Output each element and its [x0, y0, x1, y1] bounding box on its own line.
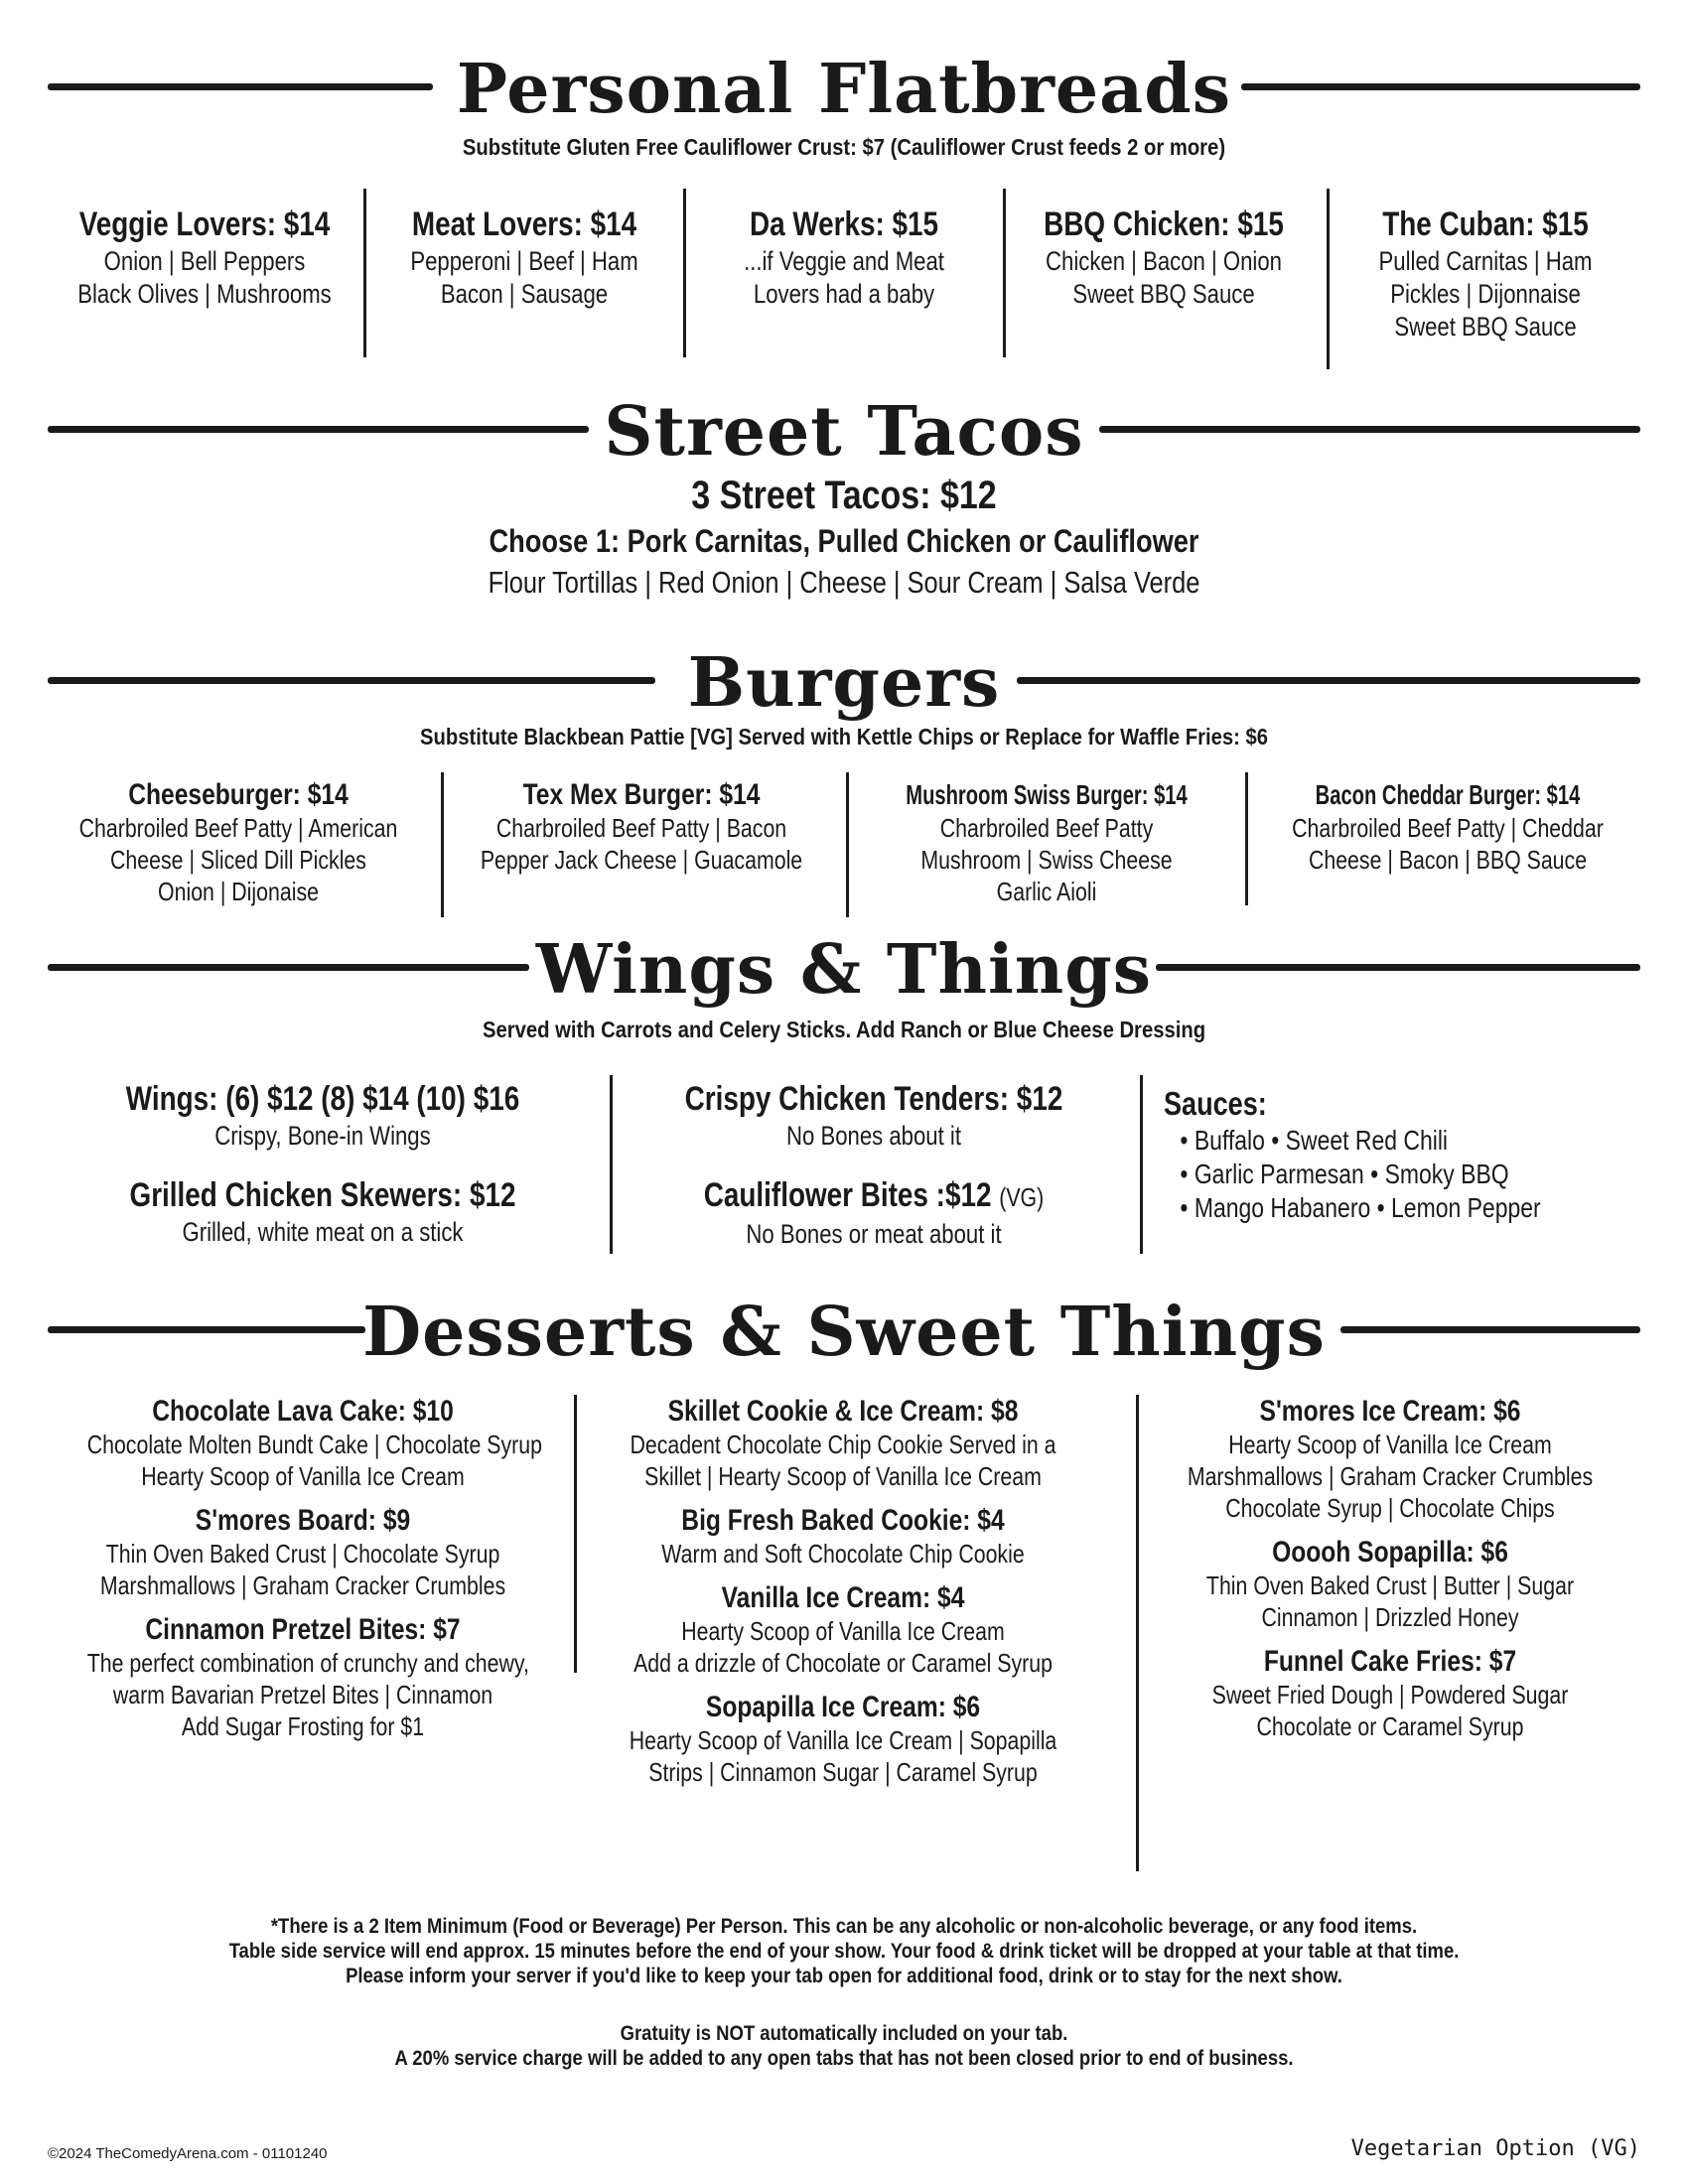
- sauce-row: • Mango Habanero • Lemon Pepper: [1180, 1192, 1541, 1223]
- item-desc: Chocolate Syrup | Chocolate Chips: [1225, 1493, 1555, 1523]
- item-title: Bacon Cheddar Burger: $14: [1315, 779, 1581, 810]
- tacos-choose: Choose 1: Pork Carnitas, Pulled Chicken or Cauliflower: [489, 523, 1199, 559]
- item-desc: Hearty Scoop of Vanilla Ice Cream: [141, 1461, 465, 1491]
- item-desc: Charbroiled Beef Patty | American: [78, 813, 398, 843]
- column-divider: [363, 189, 366, 357]
- column-divider: [610, 1075, 613, 1254]
- item-title: Grilled Chicken Skewers: $12: [129, 1176, 516, 1214]
- vegetarian-legend: Vegetarian Option (VG): [1350, 2136, 1640, 2161]
- item-desc: Lovers had a baby: [753, 279, 935, 309]
- column-divider: [574, 1395, 577, 1673]
- item-desc: Sweet BBQ Sauce: [1072, 279, 1255, 309]
- item-title: Veggie Lovers: $14: [78, 205, 331, 243]
- item-title-text: Cauliflower Bites :$12: [703, 1176, 992, 1214]
- item-title: The Cuban: $15: [1382, 205, 1589, 243]
- sauce-row: • Garlic Parmesan • Smoky BBQ: [1180, 1159, 1509, 1189]
- wings-column: [40, 1078, 606, 1249]
- item-desc: Charbroiled Beef Patty | Cheddar: [1292, 813, 1604, 843]
- item-title: Meat Lovers: $14: [411, 205, 637, 243]
- item-title: Tex Mex Burger: $14: [522, 778, 761, 811]
- item-desc: Pepper Jack Cheese | Guacamole: [480, 845, 803, 875]
- section-title: Wings & Things: [535, 930, 1153, 1010]
- item-desc: Cheese | Sliced Dill Pickles: [110, 845, 366, 875]
- item-title: Funnel Cake Fries: $7: [1263, 1645, 1517, 1678]
- column-divider: [1140, 1075, 1143, 1254]
- item-title: Crispy Chicken Tenders: $12: [684, 1080, 1063, 1118]
- wings-subtitle: Served with Carrots and Celery Sticks. Add Ranch or Blue Cheese Dressing: [482, 1017, 1206, 1042]
- item-desc: Chicken | Bacon | Onion: [1046, 246, 1282, 276]
- item-title: S'mores Board: $9: [195, 1504, 411, 1537]
- gratuity-note: Gratuity is NOT automatically included on your tab.: [620, 2022, 1068, 2045]
- item-desc: Charbroiled Beef Patty: [939, 813, 1154, 843]
- item-desc: Chocolate or Caramel Syrup: [1256, 1711, 1524, 1741]
- item-desc: ...if Veggie and Meat: [744, 246, 944, 276]
- item-desc: Add Sugar Frosting for $1: [181, 1711, 425, 1741]
- desserts-column: [40, 1395, 566, 1742]
- section-title: Street Tacos: [604, 392, 1084, 472]
- tacos-price: 3 Street Tacos: $12: [691, 474, 997, 517]
- menu-item: [687, 204, 1001, 311]
- item-desc: Thin Oven Baked Crust | Butter | Sugar: [1205, 1570, 1575, 1600]
- vg-tag: (VG): [999, 1182, 1045, 1212]
- item-desc: Cheese | Bacon | BBQ Sauce: [1308, 845, 1588, 875]
- copyright: ©2024 TheComedyArena.com - 01101240: [48, 2145, 328, 2162]
- column-divider: [1327, 189, 1330, 369]
- item-title: Cinnamon Pretzel Bites: $7: [145, 1613, 461, 1646]
- item-desc: Pulled Carnitas | Ham: [1378, 246, 1593, 276]
- menu-item: [40, 778, 437, 907]
- item-title: Skillet Cookie & Ice Cream: $8: [667, 1395, 1019, 1428]
- item-desc: Marshmallows | Graham Cracker Crumbles: [1187, 1461, 1594, 1491]
- column-divider: [441, 772, 444, 917]
- item-title: [662, 1174, 1085, 1218]
- section-header-burgers: [0, 641, 1688, 725]
- section-header-wings: [0, 928, 1688, 1012]
- menu-item: [367, 204, 681, 311]
- section-title: Desserts & Sweet Things: [362, 1293, 1326, 1372]
- menu-item: [1007, 204, 1321, 311]
- item-title: Sopapilla Ice Cream: $6: [705, 1691, 981, 1723]
- item-desc: Charbroiled Beef Patty | Bacon: [495, 813, 787, 843]
- menu-item: [48, 204, 361, 311]
- sauce-row: • Buffalo • Sweet Red Chili: [1180, 1125, 1449, 1156]
- flatbreads-subtitle: Substitute Gluten Free Cauliflower Crust: $7 (Cauliflower Crust feeds 2 or more): [462, 134, 1226, 160]
- item-desc: Black Olives | Mushrooms: [77, 279, 332, 309]
- menu-item: [850, 778, 1243, 907]
- item-desc: Onion | Dijonaise: [158, 877, 319, 906]
- footer-note: Table side service will end approx. 15 minutes before the end of your show. Your food & drink ticket will be dropped at your table at that time.: [228, 1940, 1460, 1963]
- item-desc: Sweet Fried Dough | Powdered Sugar: [1211, 1680, 1569, 1709]
- item-desc: No Bones about it: [785, 1121, 962, 1151]
- item-desc: Mushroom | Swiss Cheese: [920, 845, 1173, 875]
- item-desc: Decadent Chocolate Chip Cookie Served in a: [630, 1430, 1056, 1459]
- item-desc: Thin Oven Baked Crust | Chocolate Syrup: [105, 1539, 500, 1569]
- item-desc: Pepperoni | Beef | Ham: [410, 246, 638, 276]
- section-header-desserts: [0, 1291, 1688, 1374]
- item-desc: Chocolate Molten Bundt Cake | Chocolate Syrup: [86, 1430, 542, 1459]
- wings-column: [616, 1078, 1132, 1251]
- item-title: BBQ Chicken: $15: [1044, 205, 1284, 243]
- item-desc: Grilled, white meat on a stick: [182, 1217, 464, 1247]
- footer-note: *There is a 2 Item Minimum (Food or Beverage) Per Person. This can be any alcoholic or non-alcoholic beverage, or any food items.: [270, 1915, 1418, 1938]
- item-desc: The perfect combination of crunchy and chewy,: [86, 1648, 529, 1678]
- section-header-flatbreads: [0, 48, 1688, 131]
- item-title: Da Werks: $15: [749, 205, 939, 243]
- item-desc: Strips | Cinnamon Sugar | Caramel Syrup: [648, 1757, 1038, 1787]
- item-desc: warm Bavarian Pretzel Bites | Cinnamon: [112, 1680, 493, 1709]
- item-title: Cheeseburger: $14: [128, 778, 349, 811]
- item-title: S'mores Ice Cream: $6: [1259, 1395, 1521, 1428]
- item-desc: Bacon | Sausage: [440, 279, 609, 309]
- section-title: Personal Flatbreads: [456, 50, 1232, 129]
- item-desc: Cinnamon | Drizzled Honey: [1261, 1602, 1519, 1632]
- item-desc: Marshmallows | Graham Cracker Crumbles: [99, 1570, 506, 1600]
- desserts-column: [580, 1395, 1106, 1788]
- item-desc: Warm and Soft Chocolate Chip Cookie: [661, 1539, 1025, 1569]
- menu-item: [1331, 204, 1640, 343]
- item-title: Chocolate Lava Cake: $10: [152, 1395, 454, 1428]
- gratuity-note: A 20% service charge will be added to any open tabs that has not been closed prior to end of business.: [394, 2047, 1294, 2070]
- menu-item: [1249, 778, 1646, 876]
- footer-note: Please inform your server if you'd like to keep your tab open for additional food, drink or to stay for the next show.: [346, 1965, 1342, 1987]
- item-title: Ooooh Sopapilla: $6: [1272, 1536, 1508, 1569]
- item-desc: Hearty Scoop of Vanilla Ice Cream: [1228, 1430, 1552, 1459]
- item-desc: Garlic Aioli: [996, 877, 1097, 906]
- column-divider: [1003, 189, 1006, 357]
- item-desc: Hearty Scoop of Vanilla Ice Cream | Sopapilla: [629, 1725, 1057, 1755]
- item-desc: Hearty Scoop of Vanilla Ice Cream: [681, 1616, 1005, 1646]
- column-divider: [846, 772, 849, 917]
- section-title: Burgers: [687, 643, 1001, 723]
- sauces-list: [1164, 1084, 1630, 1225]
- item-desc: Pickles | Dijonnaise: [1390, 279, 1581, 309]
- column-divider: [1136, 1395, 1139, 1871]
- column-divider: [1245, 772, 1248, 905]
- burgers-subtitle: Substitute Blackbean Pattie [VG] Served with Kettle Chips or Replace for Waffle Fries: $6: [419, 724, 1269, 750]
- item-desc: Crispy, Bone-in Wings: [214, 1121, 431, 1151]
- item-desc: Skillet | Hearty Scoop of Vanilla Ice Cream: [644, 1461, 1042, 1491]
- section-header-tacos: [0, 390, 1688, 474]
- menu-item: [445, 778, 838, 876]
- desserts-column: [1142, 1395, 1638, 1742]
- column-divider: [683, 189, 686, 357]
- item-title: Mushroom Swiss Burger: $14: [906, 779, 1188, 810]
- item-desc: No Bones or meat about it: [746, 1219, 1002, 1249]
- item-title: Wings: (6) $12 (8) $14 (10) $16: [125, 1080, 520, 1118]
- item-desc: Sweet BBQ Sauce: [1394, 312, 1577, 341]
- item-desc: Add a drizzle of Chocolate or Caramel Syrup: [633, 1648, 1053, 1678]
- tacos-desc: Flour Tortillas | Red Onion | Cheese | Sour Cream | Salsa Verde: [488, 565, 1200, 600]
- item-title: Vanilla Ice Cream: $4: [721, 1581, 965, 1614]
- item-title: Big Fresh Baked Cookie: $4: [681, 1504, 1005, 1537]
- item-desc: Onion | Bell Peppers: [103, 246, 306, 276]
- sauces-label: Sauces:: [1164, 1085, 1267, 1122]
